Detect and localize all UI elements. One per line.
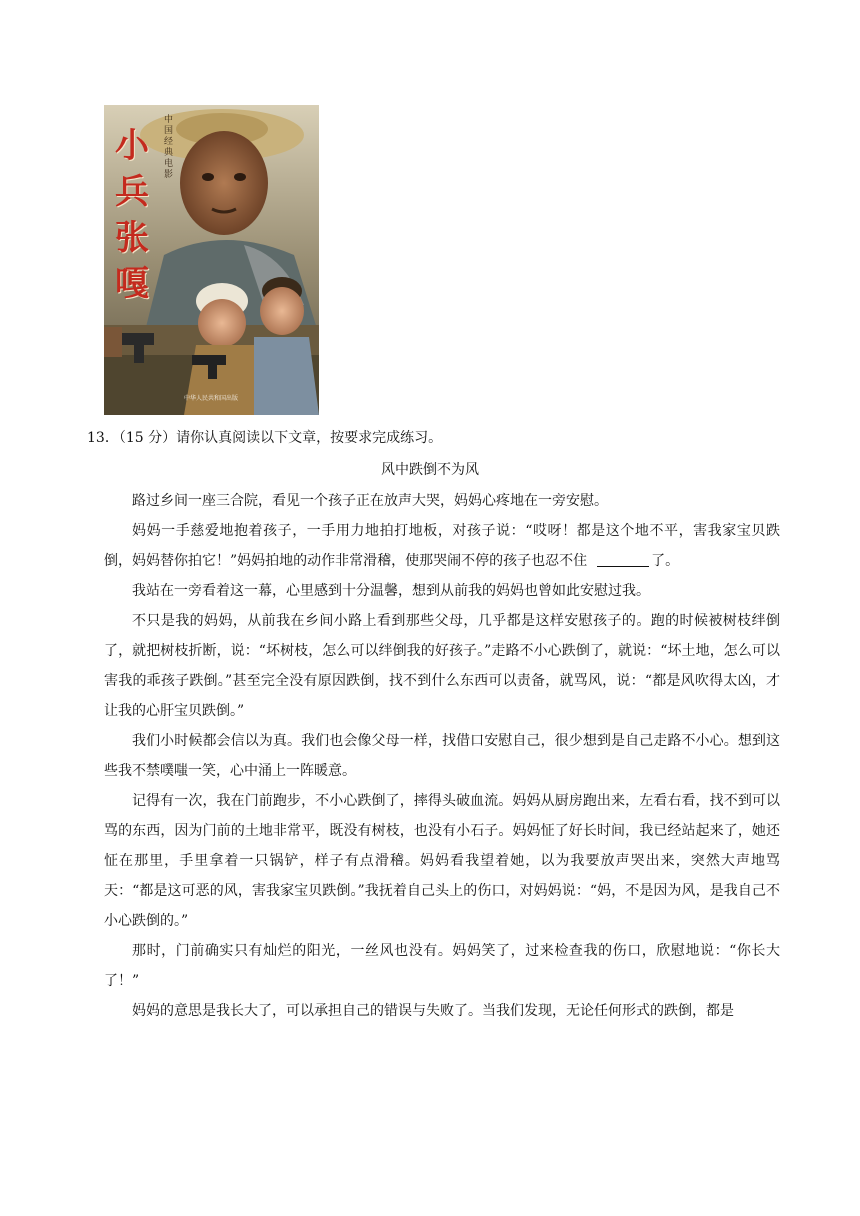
paragraph-7: 那时，门前确实只有灿烂的阳光，一丝风也没有。妈妈笑了，过来检查我的伤口，欣慰地说：“你长大了！”	[104, 943, 780, 989]
paragraph-1: 路过乡间一座三合院，看见一个孩子正在放声大哭，妈妈心疼地在一旁安慰。	[132, 493, 608, 509]
paragraph-2-text: 妈妈一手慈爱地抱着孩子，一手用力地拍打地板，对孩子说：“哎呀！都是这个地不平，害我家宝贝跌倒，妈妈替你拍它！”妈妈拍地的动作非常滑稽，使那哭闹不停的孩子也忍不住	[104, 523, 780, 569]
poster-title: 小兵张嘎	[115, 126, 149, 304]
paragraph-5: 我们小时候都会信以为真。我们也会像父母一样，找借口安慰自己，很少想到是自己走路不小心。想到这些我不禁噗嗤一笑，心中涌上一阵暖意。	[104, 733, 780, 779]
answer-blank[interactable]	[597, 550, 649, 567]
paragraph-4: 不只是我的妈妈，从前我在乡间小路上看到那些父母，几乎都是这样安慰孩子的。跑的时候被树枝绊倒了，就把树枝折断，说：“坏树枝，怎么可以绊倒我的好孩子。”走路不小心跌倒了，就说：“坏土地，怎么可以害我的乖孩子跌倒。”甚至完全没有原因跌倒，找不到什么东西可以责备，就骂风，说：“都是风吹得太凶，才让我的心肝宝贝跌倒。”	[104, 613, 780, 719]
question-header: 13．（15 分）请你认真阅读以下文章，按要求完成练习。	[87, 430, 443, 446]
article-title: 风中跌倒不为风	[381, 462, 479, 478]
poster-subtitle: 中国经典电影	[164, 115, 174, 180]
paragraph-6: 记得有一次，我在门前跑步，不小心跌倒了，摔得头破血流。妈妈从厨房跑出来，左看右看，找不到可以骂的东西，因为门前的土地非常平，既没有树枝，也没有小石子。妈妈怔了好长时间，我已经站起来了，她还怔在那里，手里拿着一只锅铲，样子有点滑稽。妈妈看我望着她，以为我要放声哭出来，突然大声地骂天：“都是这可恶的风，害我家宝贝跌倒。”我抚着自己头上的伤口，对妈妈说：“妈，不是因为风，是我自己不小心跌倒的。”	[104, 793, 780, 929]
movie-poster-image	[104, 105, 319, 415]
paragraph-8: 妈妈的意思是我长大了，可以承担自己的错误与失败了。当我们发现，无论任何形式的跌倒，都是	[132, 1003, 734, 1019]
paragraph-2	[104, 516, 780, 576]
paragraph-3: 我站在一旁看着这一幕，心里感到十分温馨，想到从前我的妈妈也曾如此安慰过我。	[132, 583, 650, 599]
poster-publisher: 中华人民共和国出版	[184, 395, 239, 402]
article-body	[104, 486, 780, 1026]
paragraph-2-ending: 了。	[651, 553, 680, 569]
